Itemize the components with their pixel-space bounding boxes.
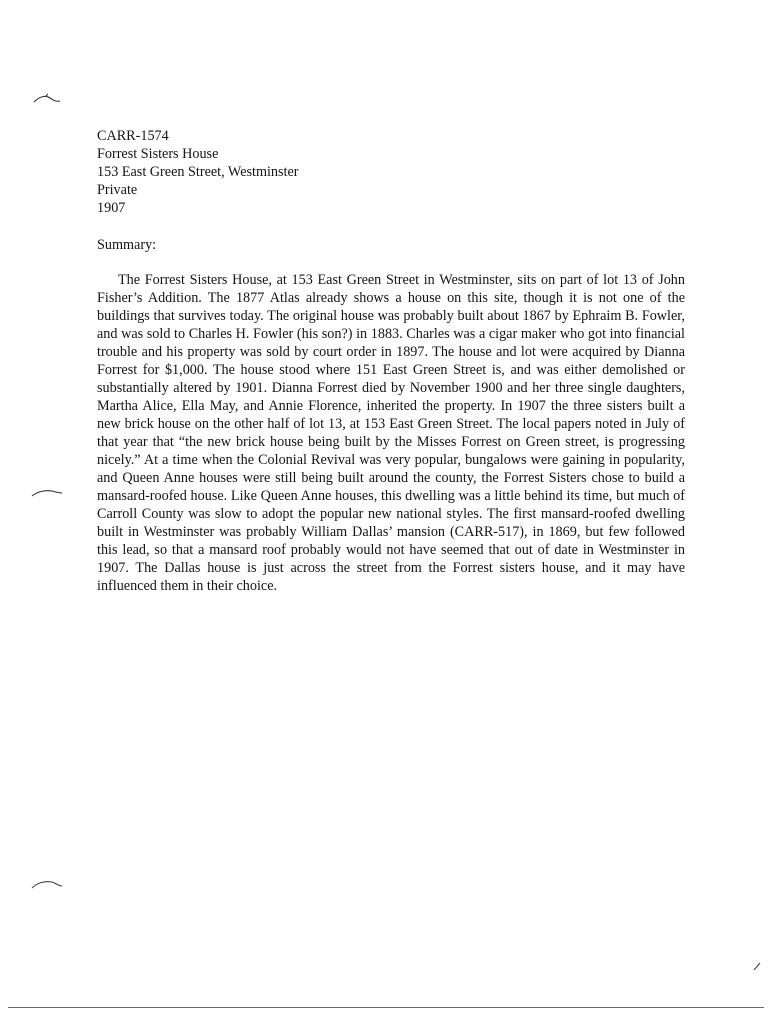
binder-hole-mark bbox=[0, 484, 80, 508]
summary-paragraph: The Forrest Sisters House, at 153 East Green Street in Westminster, sits on part of lot 13 of John Fisher’s Addition. The 1877 Atlas already shows a house on this site, though it is not one of the buildings that survives today. The original house was probably built about 1867 by Ephraim B. Fowler, and was sold to Charles H. Fowler (his son?) in 1883. Charles was a cigar maker who got into financial trouble and his property was sold by court order in 1897. The house and lot were acquired by Dianna Forrest for $1,000. The house stood where 151 East Green Street is, and was either demolished or substantially altered by 1901. Dianna Forrest died by November 1900 and her three single daughters, Martha Alice, Ella May, and Annie Florence, inherited the property. In 1907 the three sisters built a new brick house on the other half of lot 13, at 153 East Green Street. The local papers noted in July of that year that “the new brick house being built by the Misses Forrest on Green street, is progressing nicely.” At a time when the Colonial Revival was very popular, bungalows were gaining in popularity, and Queen Anne houses were still being built around the county, the Forrest Sisters chose to build a mansard-roofed house. Like Queen Anne houses, this dwelling was a little behind its time, but much of Carroll County was slow to adopt the popular new national styles. The first mansard-roofed dwelling built in Westminster was probably William Dallas’ mansion (CARR-517), in 1869, but few followed this lead, so that a mansard roof probably would not have seemed that out of date in Westminster in 1907. The Dallas house is just across the street from the Forrest sisters house, and it may have influenced them in their choice. bbox=[97, 272, 685, 594]
page-bottom-edge bbox=[8, 1007, 764, 1008]
construction-date: 1907 bbox=[97, 200, 126, 216]
property-address: 153 East Green Street, Westminster bbox=[97, 164, 299, 180]
inventory-header bbox=[97, 127, 299, 217]
summary-heading: Summary: bbox=[97, 237, 157, 253]
ownership: Private bbox=[97, 182, 138, 198]
binder-hole-mark bbox=[0, 874, 80, 898]
inventory-number: CARR-1574 bbox=[97, 128, 169, 144]
scan-speck bbox=[750, 958, 766, 974]
property-name: Forrest Sisters House bbox=[97, 146, 219, 162]
binder-hole-mark bbox=[0, 90, 80, 114]
